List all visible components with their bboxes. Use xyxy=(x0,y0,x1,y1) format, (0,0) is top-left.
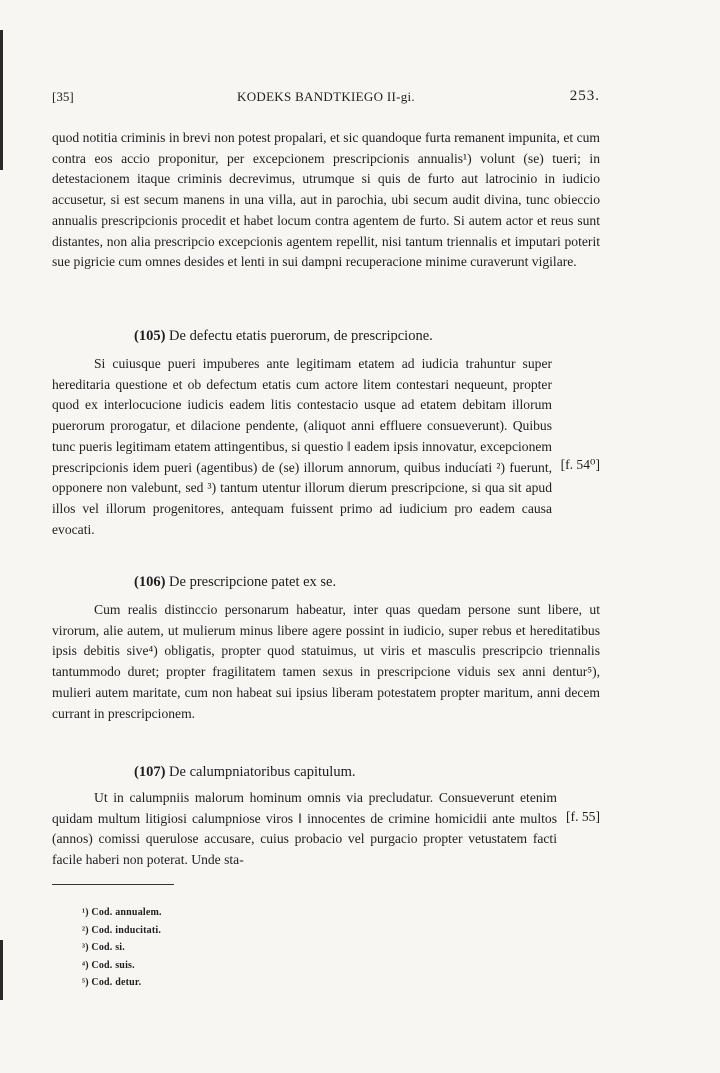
section-105-text: Si cuiusque pueri impuberes ante legitimam etatem ad iudicia trahuntur super hereditaria questione et ob defectum etatis cum actore litem contestari nequeunt, propter quod ex interlocucione iudicis eadem litis contestacio usque ad etatem debitam illorum puerorum prorogatur, et dilacione pendente, (aliquot anni effluere consueverunt). Quibus tunc pueris legitimam etatem attingentibus, si questio ‖ eadem ipsis innovatur, excepcionem prescripcionis idem pueri (agentibus) de (se) illorum annorum, quibus inducíati ²) fuerunt, opponere non valebunt, sed ³) tantum utentur illorum dierum prescripcione, si qua sit apud illos vel illorum progenitores, antequam fuissent primo ad iudicium pro eadem causa evocati. xyxy=(52,356,552,537)
page-edge-mark-bottom xyxy=(0,940,3,1000)
section-107-folio-note: [f. 55] xyxy=(566,809,600,824)
section-107-body xyxy=(52,788,557,871)
footnote-5: ⁵) Cod. detur. xyxy=(82,977,142,988)
section-106-body xyxy=(52,600,600,724)
footnote-2: ²) Cod. inducitati. xyxy=(82,924,162,936)
footnote-4: ⁴) Cod. suis. xyxy=(82,959,135,971)
section-107-text: Ut in calumpniis malorum hominum omnis via precludatur. Consueverunt etenim quidam multum litigiosi calumpniose viros ‖ innocentes de crimine homicidii ante multos (annos) comissi querulose accusare, cuius probacio vel purgacio propter vetustatem facti facile haberi non poterat. Unde sta- xyxy=(52,790,557,868)
header-section-number: [35] xyxy=(52,89,74,104)
page-number: 253. xyxy=(569,88,600,104)
section-105-body xyxy=(52,354,552,540)
header-title: KODEKS BANDTKIEGO II-gi. xyxy=(237,89,415,104)
footnote-divider xyxy=(52,884,174,885)
footnote-3: ³) Cod. si. xyxy=(82,942,125,953)
section-106-number: (106) xyxy=(134,574,166,590)
page-edge-mark-top xyxy=(0,30,3,170)
section-105-number: (105) xyxy=(134,328,166,344)
section-106-heading xyxy=(134,572,682,592)
section-106-title: De prescripcione patet ex se. xyxy=(169,574,337,590)
footnote-1: ¹) Cod. annualem. xyxy=(82,907,162,918)
section-106-text: Cum realis distinccio personarum habeatur, inter quas quedam persone sunt libere, ut virorum, alie autem, ut mulierum minus libere agere possint in iudicio, super rebus et hereditatibus ipsis debitis sive⁴) obligatis, propter quod statuimus, ut viris et masculis prescripcio triennalis tantummodo duret; propter fragilitatem tamen sexus in prescripcione viduis sex anni dentur⁵), mulieri autem maritate, cum non habeat sui ipsius liberam potestatem propter maritum, anni decem currant in prescripcionem. xyxy=(52,602,600,721)
section-105-folio-note: [f. 54⁰] xyxy=(560,457,600,472)
section-107-heading xyxy=(134,762,682,782)
section-107-title: De calumpniatoribus capitulum. xyxy=(169,764,356,780)
footnotes xyxy=(82,904,162,992)
paragraph-continuation xyxy=(52,128,600,273)
paragraph-1-text: quod notitia criminis in brevi non potest propalari, et sic quandoque furta remanent impunita, et cum contra eos accio proponitur, per excepcionem prescripcionis annualis¹) volunt (se) tueri; in detestacionem itaque criminis decrevimus, utrumque si quis de furto aut latrocinio in iudicio accusetur, si est secum manens in una villa, aut in parochia, ubi secum audit divina, tunc obieccio annualis prescripcionis procedit et habet locum contra agentem de furto. Si autem actor et reus sunt distantes, non alia prescripcio excepcionis agentem repellit, nisi tantum triennalis et imputari poterit sue pigricie cum omnes desides et lenti in sui dampni recuperacione minime curaverunt vigilare. xyxy=(52,130,600,270)
section-107-number: (107) xyxy=(134,764,166,780)
section-105-title: De defectu etatis puerorum, de prescripcione. xyxy=(169,328,433,344)
running-header xyxy=(52,89,600,109)
section-105-heading xyxy=(134,326,682,346)
